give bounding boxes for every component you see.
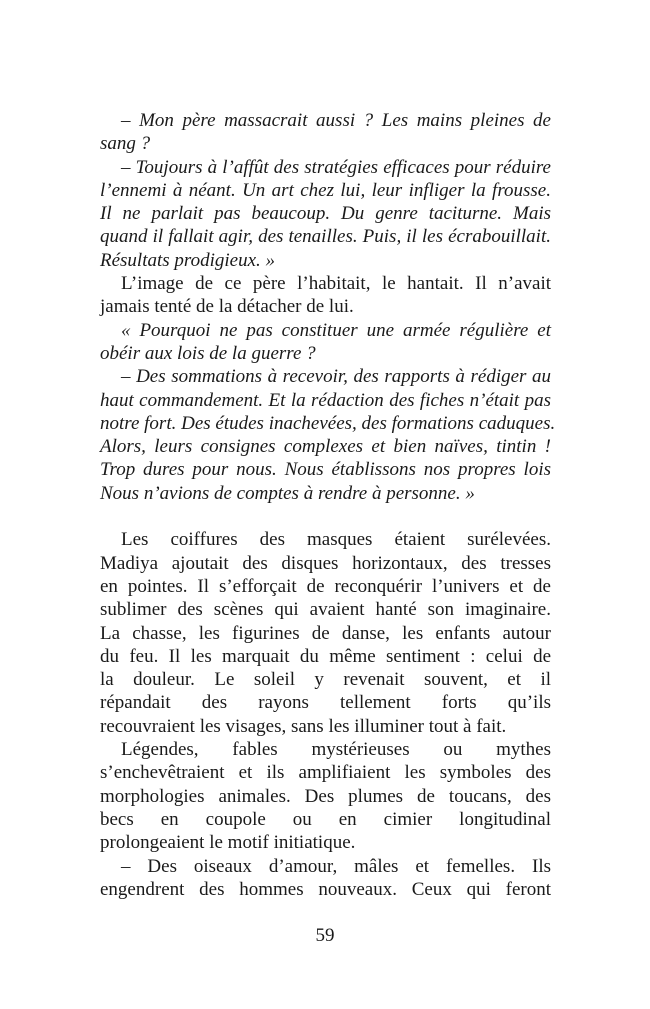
text-line: Résultats prodigieux. »: [100, 249, 276, 271]
text-line: sang ?: [100, 133, 151, 155]
text-line: – Toujours à l’affût des stratégies efficaces pour réduire: [121, 156, 551, 178]
text-line: – Des sommations à recevoir, des rapports à rédiger au: [121, 366, 551, 388]
text-line: s’enchevêtraient et ils amplifiaient les symboles des: [100, 762, 551, 784]
text-line: prolongeaient le motif initiatique.: [100, 832, 356, 854]
text-line: notre fort. Des études inachevées, des formations caduques.: [100, 412, 556, 434]
text-line: Les coiffures des masques étaient surélevées.: [121, 529, 551, 551]
text-line: quand il fallait agir, des tenailles. Puis, il les écrabouillait.: [100, 226, 551, 248]
text-line: L’image de ce père l’habitait, le hantait. Il n’avait: [121, 273, 551, 295]
text-line: Alors, leurs consignes complexes et bien naïves, tintin !: [100, 436, 551, 458]
text-line: Nous n’avions de comptes à rendre à personne. »: [100, 482, 475, 504]
text-line: Il ne parlait pas beaucoup. Du genre taciturne. Mais: [100, 203, 551, 225]
text-line: recouvraient les visages, sans les illuminer tout à fait.: [100, 715, 507, 737]
section-break: [100, 505, 551, 528]
text-line: du feu. Il les marquait du même sentiment : celui de: [100, 645, 551, 667]
text-line: becs en coupole ou en cimier longitudinal: [100, 808, 551, 830]
text-line: obéir aux lois de la guerre ?: [100, 342, 316, 364]
text-line: engendrent des hommes nouveaux. Ceux qui feront: [100, 878, 551, 900]
text-line: en pointes. Il s’efforçait de reconquérir l’univers et de: [100, 575, 551, 597]
text-line: « Pourquoi ne pas constituer une armée régulière et: [121, 319, 551, 341]
text-line: l’ennemi à néant. Un art chez lui, leur infliger la frousse.: [100, 179, 551, 201]
text-line: Madiya ajoutait des disques horizontaux, des tresses: [100, 552, 551, 574]
text-line: Légendes, fables mystérieuses ou mythes: [121, 739, 551, 761]
text-line: – Mon père massacrait aussi ? Les mains pleines de: [121, 110, 551, 131]
text-line: haut commandement. Et la rédaction des fiches n’était pas: [100, 389, 551, 411]
page-number: 59: [315, 925, 335, 946]
text-line: sublimer des scènes qui avaient hanté son imaginaire.: [100, 599, 551, 621]
text-line: La chasse, les figurines de danse, les enfants autour: [100, 622, 551, 644]
text-line: répandait des rayons tellement forts qu’ils: [100, 692, 551, 714]
text-line: jamais tenté de la détacher de lui.: [100, 296, 354, 318]
text-line: – Des oiseaux d’amour, mâles et femelles. Ils: [121, 855, 551, 877]
text-line: morphologies animales. Des plumes de toucans, des: [100, 785, 551, 807]
text-line: Trop dures pour nous. Nous établissons nos propres lois: [100, 459, 551, 481]
page-body: [100, 109, 556, 901]
text-line: la douleur. Le soleil y revenait souvent, et il: [100, 669, 551, 691]
